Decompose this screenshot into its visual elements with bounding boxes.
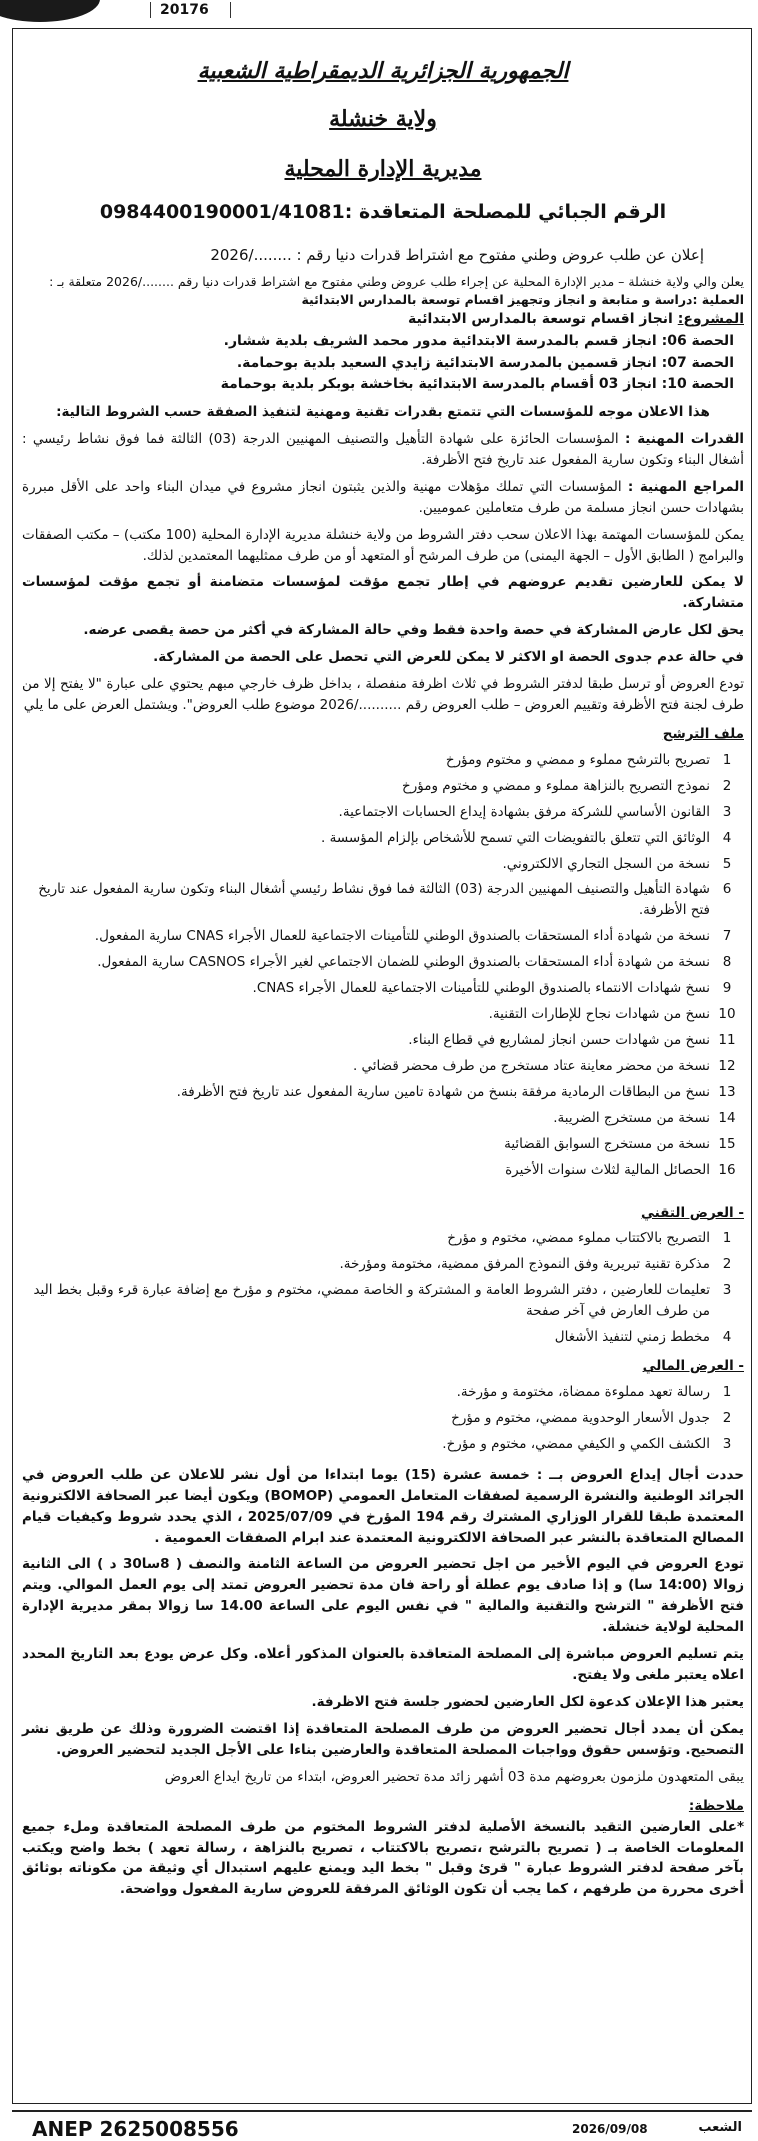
divider bbox=[150, 2, 151, 18]
operation-line: العملية :دراسة و متابعة و انجاز وتجهيز اقسام توسعة بالمدارس الابتدائية bbox=[301, 292, 744, 308]
lot-item: الحصة 06: انجاز قسم بالمدرسة الابتدائية مدور محمد الشريف بلدية ششار. bbox=[223, 332, 734, 349]
capacities-paragraph bbox=[22, 429, 744, 471]
list-item: 4 الوثائق التي تتعلق بالتفويضات التي تسمح للأشخاص بإلزام المؤسسة . bbox=[321, 829, 732, 846]
financial-heading: - العرض المالي bbox=[642, 1358, 744, 1375]
note-heading: ملاحظة: bbox=[688, 1797, 744, 1814]
divider bbox=[230, 2, 231, 18]
list-item: 5 نسخة من السجل التجاري الالكتروني. bbox=[502, 855, 732, 872]
list-item: 3 الكشف الكمي و الكيفي ممضي، مختوم و مؤرخ. bbox=[442, 1435, 732, 1452]
wilaya-title: ولاية خنشلة bbox=[329, 106, 437, 133]
last-day-paragraph: تودع العروض في اليوم الأخير من اجل تحضير العروض من الساعة الثامنة والنصف ( 8سا30 د ) الى الثانية زوالا (14:00 سا) و إذا صادف يوم عطلة أو راحة فان مدة تحضير العروض تمتد إلى يوم العمل الموالي. ويتم فتح الأظرفة " الترشح والتقنية والمالية " في نفس اليوم على الساعة 14.00 سا زوالا بمقر مديرية الإدارة المحلية لولاية خنشلة. bbox=[22, 1556, 745, 1636]
list-item: 15 نسخة من مستخرج السوابق القضائية bbox=[504, 1135, 736, 1152]
list-item: 14 نسخة من مستخرج الضريبة. bbox=[553, 1109, 736, 1126]
publication-date: 2026/09/08 bbox=[572, 2122, 648, 2136]
announcement-title: إعلان عن طلب عروض وطني مفتوح مع اشتراط قدرات دنيا رقم : ......../2026 bbox=[210, 245, 704, 264]
project-label: المشروع: bbox=[677, 311, 744, 328]
no-grouping-paragraph: لا يمكن للعارضين تقديم عروضهم في إطار تجمع مؤقت لمؤسسات متضامنة أو تجمع مؤقت لمؤسسات متشاركة. bbox=[22, 574, 744, 612]
tax-number: الرقم الجبائي للمصلحة المتعاقدة :0984400190001/41081 bbox=[99, 201, 667, 224]
grouping-lot-paragraph: في حالة عدم جدوى الحصة او الاكثر لا يمكن للعرض التي تحصل على الحصة من المشاركة. bbox=[153, 649, 744, 666]
list-item: 8 نسخة من شهادة أداء المستحقات بالصندوق الوطني للضمان الاجتماعي لغير الأجراء CASNOS سارية المفعول. bbox=[97, 954, 732, 971]
list-item: 3 تعليمات للعارضين ، دفتر الشروط العامة و المشتركة و الخاصة ممضي، مختوم و مؤرخ مع إضافة عبارة قرء وقبل بخط اليد من طرف العارض في آخر صفحة bbox=[33, 1282, 732, 1320]
capacities-text: المؤسسات الحائزة على شهادة التأهيل والتصنيف المهنيين الدرجة (03) الثالثة فما فوق نشاط رئيسي : أشغال البناء وتكون سارية المفعول عند تاريخ فتح الأظرفة. bbox=[22, 430, 744, 468]
list-item: 13 نسخ من البطاقات الرمادية مرفقة بنسخ من شهادة تامين سارية المفعول عند تاريخ فتح الأظرفة. bbox=[176, 1083, 736, 1100]
technical-list bbox=[22, 1228, 744, 1348]
list-item: 1 رسالة تعهد مملوءة ممضاة، مختومة و مؤرخة. bbox=[456, 1384, 732, 1400]
withdraw-paragraph: يمكن للمؤسسات المهتمة بهذا الاعلان سحب دفتر الشروط من ولاية خنشلة مديرية الإدارة المحلية (100 مكتب) – مكتب الصفقات والبرامج ( الطابق الأول – الجهة اليمنى) من طرف المرشح أو المتعهد أو من طرف ممثليهما المعتمدين لذلك. bbox=[22, 526, 744, 564]
validity-paragraph: يبقى المتعهدون ملزمون بعروضهم مدة 03 أشهر زائد مدة تحضير العروض، ابتداء من تاريخ ايداع العروض bbox=[164, 1768, 744, 1785]
note-paragraph: *على العارضين التقيد بالنسخة الأصلية لدفتر الشروط المختوم من طرف المصلحة المتعاقدة وملء جميع المعلومات الخاصة بـ ( تصريح بالترشح ،تصريح بالاكتتاب ، تصريح بالنزاهة ، رسالة تعهد ) بخط واضح ويكتب بآخر صفحة لدفتر الشروط عبارة " قرئ وقبل " بخط اليد ويمنع عليهم استبدال أي وثيقة من مكوناته بوثائق أخرى محررة من طرفهم ، كما يجب أن تكون الوثائق المرفقة للعروض سارية المفعول وواضحة. bbox=[22, 1818, 744, 1898]
lot-item: الحصة 10: انجاز 03 أقسام بالمدرسة الابتدائية بخاخشة بوبكر بلدية بوحمامة bbox=[220, 376, 734, 393]
candidature-list bbox=[22, 750, 744, 1181]
list-item: 6 شهادة التأهيل والتصنيف المهنيين الدرجة (03) الثالثة فما فوق نشاط رئيسي أشغال البناء وتكون سارية المفعول عند تاريخ فتح الأظرفة. bbox=[38, 881, 732, 919]
delivery-paragraph: يتم تسليم العروض مباشرة إلى المصلحة المتعاقدة بالعنوان المذكور أعلاه. وكل عرض يودع بعد التاريخ المحدد اعلاه يعتبر ملغى ولا يفتح. bbox=[22, 1646, 744, 1684]
project-line bbox=[22, 309, 744, 331]
intro-line: يعلن والي ولاية خنشلة – مدير الإدارة المحلية عن إجراء طلب عروض وطني مفتوح مع اشتراط قدرات دنيا رقم ......../2026 متعلقة بـ : bbox=[49, 273, 744, 289]
references-label: المراجع المهنية : bbox=[627, 478, 744, 495]
financial-list bbox=[22, 1382, 744, 1455]
newspaper-name: الشعب bbox=[698, 2120, 742, 2135]
page-number-badge bbox=[0, 0, 100, 22]
list-item: 4 مخطط زمني لتنفيذ الأشغال bbox=[554, 1329, 732, 1346]
list-item: 2 مذكرة تقنية تبريرية وفق النموذج المرفق ممضية، مختومة ومؤرخة. bbox=[339, 1256, 732, 1273]
list-item: 1 تصريح بالترشح مملوء و ممضي و مختوم ومؤرخ bbox=[445, 751, 732, 768]
list-item: 9 نسخ شهادات الانتماء بالصندوق الوطني للتأمينات الاجتماعية للعمال الأجراء CNAS. bbox=[252, 980, 732, 997]
references-paragraph bbox=[22, 477, 744, 519]
page-top-bar bbox=[0, 0, 758, 22]
capacities-label: القدرات المهنية : bbox=[625, 430, 745, 447]
anep-reference: ANEP 2625008556 bbox=[32, 2117, 239, 2141]
deposit-paragraph: تودع العروض أو ترسل طبقا لدفتر الشروط في ثلاث اظرفة منفصلة ، بداخل ظرف خارجي مبهم يحتوي على عبارة "لا يفتح إلا من طرف لجنة فتح الأظرفة وتقييم العروض – طلب العروض رقم ........../2026 موضوع طلب العروض". ويشتمل العرض على ما يلي bbox=[22, 676, 744, 714]
list-item: 1 التصريح بالاكتتاب مملوء ممضي، مختوم و مؤرخ bbox=[447, 1230, 732, 1247]
project-name: انجاز اقسام توسعة بالمدارس الابتدائية bbox=[408, 311, 673, 328]
list-item: 3 القانون الأساسي للشركة مرفق بشهادة إيداع الحسابات الاجتماعية. bbox=[338, 803, 732, 820]
lot-item: الحصة 07: انجاز قسمين بالمدرسة الابتدائية زايدي السعيد بلدية بوحمامة. bbox=[236, 354, 734, 371]
references-text: المؤسسات التي تملك مؤهلات مهنية والذين يثبتون انجاز مشروع في ميدان البناء واحد على الأقل مبررة بشهادات حسن انجاز مسلمة من طرف متعاملين عموميين. bbox=[22, 478, 744, 516]
issue-number: 20176 bbox=[160, 2, 209, 18]
list-item: 12 نسخة من محضر معاينة عتاد مستخرج من طرف محضر قضائي . bbox=[352, 1057, 736, 1074]
page-footer bbox=[12, 2110, 752, 2141]
list-item: 10 نسخ من شهادات نجاح للإطارات التقنية. bbox=[488, 1006, 736, 1023]
list-item: 16 الحصائل المالية لثلاث سنوات الأخيرة bbox=[505, 1161, 736, 1178]
target-line: هذا الاعلان موجه للمؤسسات التي تتمتع بقدرات تقنية ومهنية لتنفيذ الصفقة حسب الشروط التالية: bbox=[56, 403, 710, 420]
extension-paragraph: يمكن أن يمدد أجال تحضير العروض من طرف المصلحة المتعاقدة إذا اقتضت الضرورة وذلك عن طريق نشر التصحيح. وتؤسس حقوق وواجبات المصلحة المتعاقدة والعارضين بناءا على الأجل الجديد لتحضير العروض. bbox=[22, 1720, 744, 1758]
deadline-paragraph: حددت أجال إيداع العروض بــ : خمسة عشرة (15) يوما ابتداءا من أول نشر للاعلان عن طلب العروض في الجرائد الوطنية والنشرة الرسمية لصفقات المتعامل العمومي (BOMOP) ويكون أيضا عبر الصحافة الالكترونية المعتمدة طبقا للقرار الوزاري المشترك رقم 194 المؤرخ في 2025/07/09 ، الذي يحدد شروط وكيفيات قيام المصالح المتعاقدة بالنشر عبر الصحافة الالكترونية المعتمدة عند ابرام الصفقات العمومية . bbox=[22, 1466, 744, 1546]
announcement-content bbox=[22, 36, 744, 1900]
list-item: 7 نسخة من شهادة أداء المستحقات بالصندوق الوطني للتأمينات الاجتماعية للعمال الأجراء CNAS سارية المفعول. bbox=[94, 928, 732, 945]
directorate-title: مديرية الإدارة المحلية bbox=[284, 156, 482, 183]
list-item: 11 نسخ من شهادات حسن انجاز لمشاريع في قطاع البناء. bbox=[408, 1032, 736, 1049]
republic-title: الجمهورية الجزائرية الديمقراطية الشعبية bbox=[197, 58, 569, 84]
list-item: 2 نموذج التصريح بالنزاهة مملوء و ممضي و مختوم ومؤرخ bbox=[402, 777, 732, 794]
candidature-heading: ملف الترشح bbox=[662, 725, 744, 742]
list-item: 2 جدول الأسعار الوحدوية ممضي، مختوم و مؤرخ bbox=[451, 1409, 732, 1426]
one-lot-paragraph: يحق لكل عارض المشاركة في حصة واحدة فقط وفي حالة المشاركة في أكثر من حصة يقصى عرضه. bbox=[83, 622, 744, 639]
technical-heading: - العرض التقني bbox=[641, 1204, 744, 1221]
invitation-paragraph: يعتبر هذا الإعلان كدعوة لكل العارضين لحضور جلسة فتح الاظرفة. bbox=[311, 1693, 744, 1710]
lots-list bbox=[22, 331, 744, 396]
